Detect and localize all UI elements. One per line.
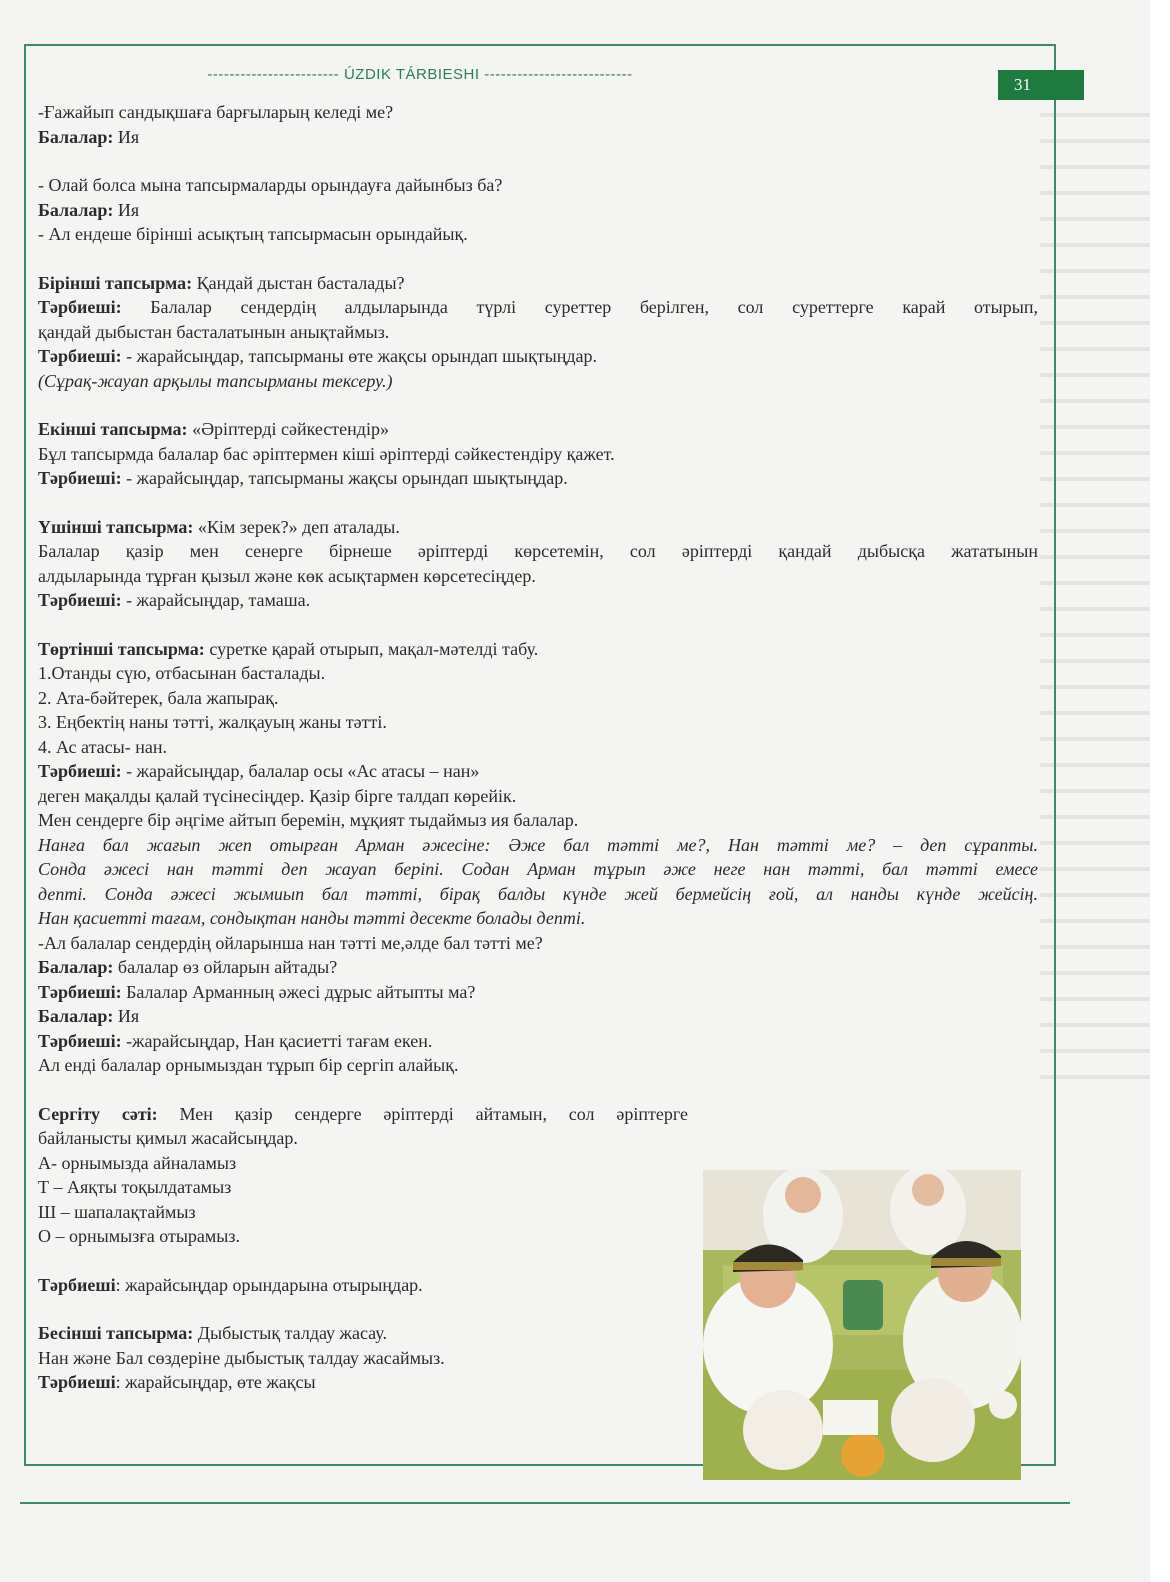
task-label: Бесінші тапсырма: <box>38 1323 194 1343</box>
text-line <box>38 1029 1038 1054</box>
text-line: -Ал балалар сендердің ойларынша нан тәтті ме,әлде бал тәтті ме? <box>38 932 543 953</box>
line-text: Мен қазір сендерге әріптерді айтамын, сол әріптерге <box>157 1103 688 1124</box>
text-line <box>38 344 1038 369</box>
line-text: -жарайсыңдар, Нан қасиетті тағам екен. <box>121 1030 433 1051</box>
spacer <box>38 1297 688 1321</box>
task-heading <box>38 1321 688 1346</box>
text-line <box>38 759 1038 784</box>
text-line: - Ал ендеше бірінші асықтың тапсырмасын орындайық. <box>38 224 468 244</box>
text-line <box>38 1273 688 1298</box>
spacer <box>38 491 1038 515</box>
text-line <box>38 1004 1038 1029</box>
text-line <box>38 588 1038 613</box>
text-line: Ал енді балалар орнымыздан тұрып бір сергіп алайық. <box>38 1055 459 1075</box>
line-text: Қандай дыстан басталады? <box>192 272 405 293</box>
story-line: Нанға бал жағып жеп отырған Арман әжесіне: Әже бал тәтті ме?, Нан тәтті ме? – деп сұрапты. <box>38 834 1038 855</box>
speaker-label: Балалар: <box>38 957 114 977</box>
spacer <box>38 613 1038 637</box>
task-label: Бірінші тапсырма: <box>38 272 193 293</box>
text-line: деген мақалды қалай түсінесіңдер. Қазір бірге талдап көрейік. <box>38 785 517 806</box>
text-line: -Ғажайып сандықшаға барғыларың келеді ме? <box>38 102 394 122</box>
line-text: суретке қарай отырып, мақал-мәтелді табу. <box>204 638 539 659</box>
running-header <box>155 66 685 83</box>
text-line: Мен сендерге бір әңгіме айтып беремін, мұқият тыдаймыз ия балалар. <box>38 810 579 830</box>
text-line: Бұл тапсырмда балалар бас әріптермен кіші әріптерді сәйкестендіру қажет. <box>38 443 615 464</box>
line-text: - жарайсыңдар, тапсырманы жақсы орындап шықтыңдар. <box>121 468 568 488</box>
text-line <box>38 125 1038 150</box>
spacer <box>38 1078 1038 1102</box>
movement-item: А- орнымызда айналамыз <box>38 1152 237 1173</box>
proverb-item: 3. Еңбектің наны тәтті, жалқауың жаны тәтті. <box>38 712 387 732</box>
text-line: Нан және Бал сөздеріне дыбыстық талдау жасаймыз. <box>38 1347 445 1368</box>
text-line: алдыларында тұрған қызыл және көк асықтармен көрсетесіңдер. <box>38 565 536 586</box>
task-heading <box>38 417 1038 442</box>
speaker-label: Тәрбиеші <box>38 1274 116 1295</box>
page-edge <box>1150 0 1170 1582</box>
movement-item: О – орнымызға отырамыз. <box>38 1226 240 1246</box>
speaker-label: Тәрбиеші <box>38 1372 116 1392</box>
task-heading <box>38 271 1038 296</box>
text-line <box>38 295 1038 320</box>
story-line: Сонда әжесі нан тәтті деп жауап беріпі. Содан Арман тұрып әже неге нан тәтті, бал тәтті емесе <box>38 859 1038 879</box>
text-line: қандай дыбыстан басталатынын анықтаймыз. <box>38 321 390 342</box>
speaker-label: Балалар: <box>38 1006 114 1026</box>
story-line: Нан қасиетті тағам, сондықтан нанды тәтті десекте болады депті. <box>38 908 586 928</box>
text-line <box>38 466 1038 491</box>
header-dashes-left: ------------------------ <box>207 66 340 83</box>
proverb-item: 1.Отанды сүю, отбасынан басталады. <box>38 663 326 683</box>
spacer <box>38 1249 688 1273</box>
task-label: Екінші тапсырма: <box>38 419 188 439</box>
bleed-through-text <box>1040 95 1150 1095</box>
spacer <box>38 149 1038 173</box>
text-line <box>38 1370 688 1395</box>
line-text: Ия <box>113 199 140 220</box>
classroom-photo <box>703 1170 1021 1480</box>
task-label: Үшінші тапсырма: <box>38 516 194 537</box>
line-text: Ия <box>113 1006 140 1026</box>
speaker-label: Тәрбиеші: <box>38 590 122 610</box>
text-line: байланысты қимыл жасайсыңдар. <box>38 1128 298 1148</box>
movement-item: Т – Аяқты тоқылдатамыз <box>38 1177 232 1197</box>
text-line <box>38 198 1038 223</box>
line-text: : жарайсыңдар орындарына отырыңдар. <box>115 1274 423 1295</box>
line-text: «Әріптерді сәйкестендір» <box>187 419 389 439</box>
speaker-label: Тәрбиеші: <box>38 981 122 1002</box>
task-heading <box>38 515 1038 540</box>
speaker-label: Тәрбиеші: <box>38 468 122 488</box>
text-line <box>38 980 1038 1005</box>
line-text: - жарайсыңдар, тамаша. <box>121 590 311 610</box>
task-label: Төртінші тапсырма: <box>38 638 205 659</box>
page-number: 31 <box>998 70 1084 100</box>
line-text: Дыбыстық талдау жасау. <box>193 1323 387 1343</box>
movement-item: Ш – шапалақтаймыз <box>38 1201 196 1222</box>
bottom-rule <box>20 1502 1070 1504</box>
text-line: - Олай болса мына тапсырмаларды орындауға дайынбыз ба? <box>38 175 503 195</box>
line-text: Ия <box>113 126 140 147</box>
header-dashes-right: --------------------------- <box>484 66 633 83</box>
speaker-label: Балалар: <box>38 126 114 147</box>
italic-note: (Сұрақ-жауап арқылы тапсырманы тексеру.) <box>38 370 393 391</box>
story-line: депті. Сонда әжесі жымиып бал тәтті, бірақ балды күнде жей бермейсің ғой, ал нанды күнде жейсің. <box>38 883 1038 904</box>
text-line: Балалар қазір мен сенерге бірнеше әріптерді көрсетемін, сол әріптерді қандай дыбысқа жататынын <box>38 541 1038 561</box>
speaker-label: Тәрбиеші: <box>38 761 122 781</box>
line-text: - жарайсыңдар, балалар осы «Ас атасы – нан» <box>121 761 480 781</box>
speaker-label: Тәрбиеші: <box>38 346 122 366</box>
line-text: Балалар Арманның әжесі дұрыс айтыпты ма? <box>121 981 476 1002</box>
task-heading <box>38 1102 688 1127</box>
exercise-block <box>38 1102 688 1395</box>
task-heading <box>38 637 1038 662</box>
proverb-item: 4. Ас атасы- нан. <box>38 736 167 757</box>
line-text: Балалар сендердің алдыларында түрлі суреттер берілген, сол суреттерге карай отырып, <box>121 297 1038 317</box>
speaker-label: Тәрбиеші: <box>38 297 122 317</box>
spacer <box>38 247 1038 271</box>
proverb-item: 2. Ата-бәйтерек, бала жапырақ. <box>38 687 279 708</box>
line-text: балалар өз ойларын айтады? <box>113 957 338 977</box>
line-text: «Кім зерек?» деп аталады. <box>193 516 400 537</box>
speaker-label: Тәрбиеші: <box>38 1030 122 1051</box>
journal-title: ÚZDIK TÁRBIESHI <box>343 66 480 83</box>
text-line <box>38 955 1038 980</box>
classroom-photo-illustration <box>703 1170 1021 1480</box>
task-label: Сергіту сәті: <box>38 1103 158 1124</box>
line-text: - жарайсыңдар, тапсырманы өте жақсы орындап шықтыңдар. <box>121 346 598 366</box>
speaker-label: Балалар: <box>38 199 114 220</box>
line-text: : жарайсыңдар, өте жақсы <box>115 1372 316 1392</box>
spacer <box>38 393 1038 417</box>
